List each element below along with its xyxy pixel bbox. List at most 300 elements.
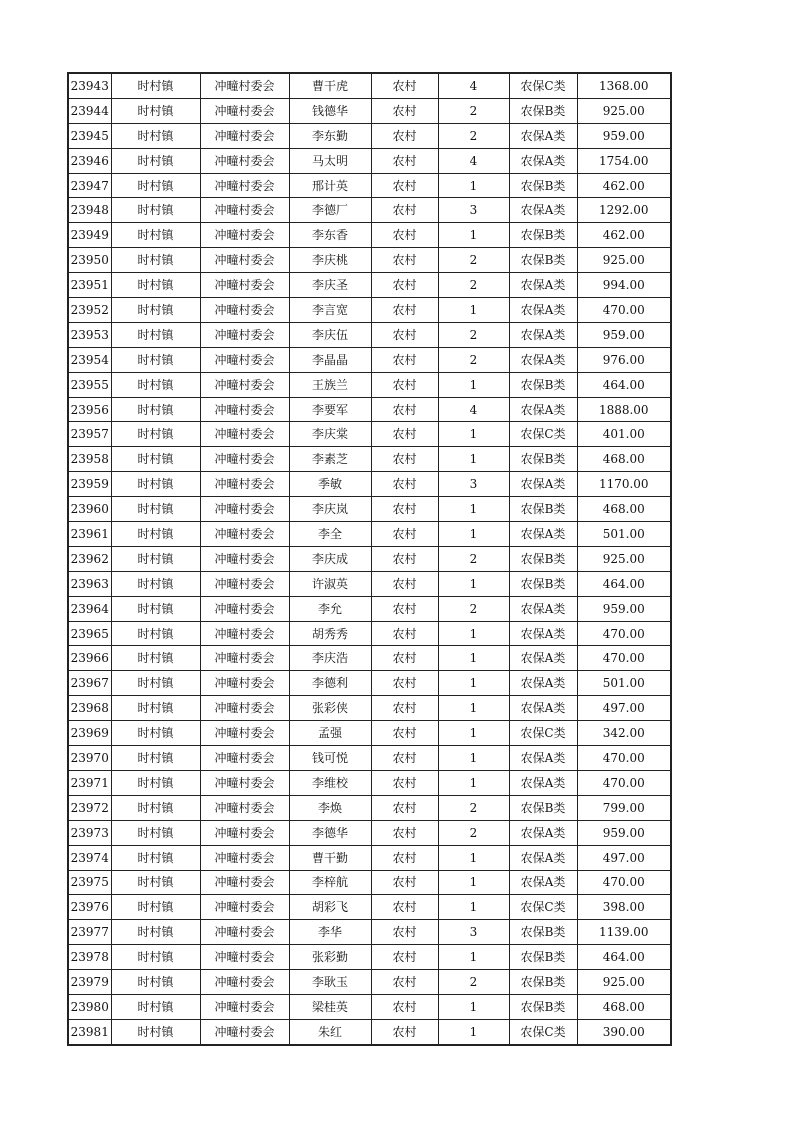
insurance-category-cell: 农保A类 (509, 198, 577, 223)
record-id-cell: 23951 (68, 273, 111, 298)
record-id-cell: 23960 (68, 497, 111, 522)
village-committee-cell: 冲疃村委会 (200, 397, 289, 422)
insurance-category-cell: 农保A类 (509, 845, 577, 870)
residence-type-cell: 农村 (371, 173, 438, 198)
person-name-cell: 曹干虎 (289, 73, 371, 98)
table-row (68, 546, 671, 571)
town-cell: 时村镇 (111, 322, 200, 347)
residence-type-cell: 农村 (371, 721, 438, 746)
table-row (68, 970, 671, 995)
insurance-category-cell: 农保A类 (509, 472, 577, 497)
residence-type-cell: 农村 (371, 970, 438, 995)
household-count-cell: 1 (438, 721, 509, 746)
household-count-cell: 4 (438, 397, 509, 422)
amount-cell: 501.00 (577, 522, 671, 547)
village-committee-cell: 冲疃村委会 (200, 870, 289, 895)
amount-cell: 1139.00 (577, 920, 671, 945)
residence-type-cell: 农村 (371, 298, 438, 323)
amount-cell: 398.00 (577, 895, 671, 920)
household-count-cell: 1 (438, 870, 509, 895)
town-cell: 时村镇 (111, 422, 200, 447)
table-row (68, 621, 671, 646)
record-id-cell: 23961 (68, 522, 111, 547)
person-name-cell: 李要军 (289, 397, 371, 422)
person-name-cell: 李德华 (289, 820, 371, 845)
household-count-cell: 4 (438, 73, 509, 98)
amount-cell: 470.00 (577, 298, 671, 323)
insurance-category-cell: 农保C类 (509, 73, 577, 98)
insurance-category-cell: 农保A类 (509, 522, 577, 547)
household-count-cell: 1 (438, 372, 509, 397)
town-cell: 时村镇 (111, 920, 200, 945)
person-name-cell: 钱德华 (289, 98, 371, 123)
town-cell: 时村镇 (111, 845, 200, 870)
record-id-cell: 23968 (68, 696, 111, 721)
person-name-cell: 李素芝 (289, 447, 371, 472)
person-name-cell: 李庆棠 (289, 422, 371, 447)
town-cell: 时村镇 (111, 895, 200, 920)
village-committee-cell: 冲疃村委会 (200, 696, 289, 721)
person-name-cell: 钱可悦 (289, 746, 371, 771)
village-committee-cell: 冲疃村委会 (200, 994, 289, 1019)
household-count-cell: 1 (438, 422, 509, 447)
household-count-cell: 4 (438, 148, 509, 173)
residence-type-cell: 农村 (371, 696, 438, 721)
amount-cell: 959.00 (577, 820, 671, 845)
village-committee-cell: 冲疃村委会 (200, 621, 289, 646)
record-id-cell: 23965 (68, 621, 111, 646)
person-name-cell: 季敏 (289, 472, 371, 497)
town-cell: 时村镇 (111, 795, 200, 820)
amount-cell: 925.00 (577, 546, 671, 571)
amount-cell: 1888.00 (577, 397, 671, 422)
record-id-cell: 23974 (68, 845, 111, 870)
household-count-cell: 3 (438, 198, 509, 223)
insurance-category-cell: 农保A类 (509, 123, 577, 148)
amount-cell: 462.00 (577, 223, 671, 248)
household-count-cell: 1 (438, 497, 509, 522)
record-id-cell: 23967 (68, 671, 111, 696)
amount-cell: 470.00 (577, 870, 671, 895)
person-name-cell: 胡彩飞 (289, 895, 371, 920)
town-cell: 时村镇 (111, 721, 200, 746)
residence-type-cell: 农村 (371, 198, 438, 223)
village-committee-cell: 冲疃村委会 (200, 148, 289, 173)
insurance-category-cell: 农保B类 (509, 248, 577, 273)
amount-cell: 470.00 (577, 646, 671, 671)
residence-type-cell: 农村 (371, 795, 438, 820)
person-name-cell: 李东香 (289, 223, 371, 248)
table-row (68, 397, 671, 422)
insurance-category-cell: 农保A类 (509, 870, 577, 895)
residence-type-cell: 农村 (371, 671, 438, 696)
insurance-category-cell: 农保C类 (509, 895, 577, 920)
person-name-cell: 李庆伍 (289, 322, 371, 347)
residence-type-cell: 农村 (371, 945, 438, 970)
record-id-cell: 23946 (68, 148, 111, 173)
village-committee-cell: 冲疃村委会 (200, 447, 289, 472)
records-table-body (68, 73, 671, 1045)
table-row (68, 1019, 671, 1044)
person-name-cell: 王族兰 (289, 372, 371, 397)
table-row (68, 198, 671, 223)
insurance-category-cell: 农保A类 (509, 621, 577, 646)
table-row (68, 273, 671, 298)
insurance-category-cell: 农保A类 (509, 273, 577, 298)
amount-cell: 799.00 (577, 795, 671, 820)
amount-cell: 959.00 (577, 322, 671, 347)
residence-type-cell: 农村 (371, 73, 438, 98)
amount-cell: 468.00 (577, 994, 671, 1019)
record-id-cell: 23954 (68, 347, 111, 372)
household-count-cell: 2 (438, 820, 509, 845)
residence-type-cell: 农村 (371, 621, 438, 646)
village-committee-cell: 冲疃村委会 (200, 298, 289, 323)
insurance-category-cell: 农保B类 (509, 173, 577, 198)
table-row (68, 372, 671, 397)
amount-cell: 925.00 (577, 970, 671, 995)
table-row (68, 945, 671, 970)
village-committee-cell: 冲疃村委会 (200, 372, 289, 397)
table-row (68, 721, 671, 746)
town-cell: 时村镇 (111, 522, 200, 547)
insurance-category-cell: 农保A类 (509, 696, 577, 721)
town-cell: 时村镇 (111, 820, 200, 845)
village-committee-cell: 冲疃村委会 (200, 571, 289, 596)
record-id-cell: 23959 (68, 472, 111, 497)
table-row (68, 148, 671, 173)
village-committee-cell: 冲疃村委会 (200, 845, 289, 870)
record-id-cell: 23970 (68, 746, 111, 771)
town-cell: 时村镇 (111, 298, 200, 323)
person-name-cell: 李晶晶 (289, 347, 371, 372)
residence-type-cell: 农村 (371, 148, 438, 173)
amount-cell: 462.00 (577, 173, 671, 198)
household-count-cell: 2 (438, 322, 509, 347)
record-id-cell: 23945 (68, 123, 111, 148)
household-count-cell: 1 (438, 945, 509, 970)
record-id-cell: 23958 (68, 447, 111, 472)
town-cell: 时村镇 (111, 746, 200, 771)
village-committee-cell: 冲疃村委会 (200, 248, 289, 273)
person-name-cell: 许淑英 (289, 571, 371, 596)
village-committee-cell: 冲疃村委会 (200, 746, 289, 771)
insurance-category-cell: 农保B类 (509, 497, 577, 522)
table-row (68, 73, 671, 98)
village-committee-cell: 冲疃村委会 (200, 522, 289, 547)
record-id-cell: 23950 (68, 248, 111, 273)
table-row (68, 447, 671, 472)
person-name-cell: 李全 (289, 522, 371, 547)
town-cell: 时村镇 (111, 372, 200, 397)
table-row (68, 173, 671, 198)
household-count-cell: 2 (438, 795, 509, 820)
record-id-cell: 23955 (68, 372, 111, 397)
table-row (68, 422, 671, 447)
record-id-cell: 23978 (68, 945, 111, 970)
household-count-cell: 1 (438, 746, 509, 771)
table-row (68, 497, 671, 522)
village-committee-cell: 冲疃村委会 (200, 895, 289, 920)
town-cell: 时村镇 (111, 1019, 200, 1044)
town-cell: 时村镇 (111, 571, 200, 596)
household-count-cell: 3 (438, 472, 509, 497)
residence-type-cell: 农村 (371, 98, 438, 123)
household-count-cell: 1 (438, 173, 509, 198)
amount-cell: 464.00 (577, 372, 671, 397)
person-name-cell: 邢计英 (289, 173, 371, 198)
village-committee-cell: 冲疃村委会 (200, 770, 289, 795)
person-name-cell: 李耿玉 (289, 970, 371, 995)
residence-type-cell: 农村 (371, 646, 438, 671)
household-count-cell: 2 (438, 123, 509, 148)
village-committee-cell: 冲疃村委会 (200, 795, 289, 820)
table-row (68, 746, 671, 771)
village-committee-cell: 冲疃村委会 (200, 970, 289, 995)
household-count-cell: 1 (438, 447, 509, 472)
town-cell: 时村镇 (111, 696, 200, 721)
insurance-category-cell: 农保B类 (509, 970, 577, 995)
insurance-category-cell: 农保B类 (509, 945, 577, 970)
town-cell: 时村镇 (111, 646, 200, 671)
amount-cell: 959.00 (577, 596, 671, 621)
residence-type-cell: 农村 (371, 870, 438, 895)
insurance-category-cell: 农保A类 (509, 347, 577, 372)
village-committee-cell: 冲疃村委会 (200, 1019, 289, 1044)
table-row (68, 98, 671, 123)
household-count-cell: 1 (438, 845, 509, 870)
person-name-cell: 梁桂英 (289, 994, 371, 1019)
household-count-cell: 1 (438, 895, 509, 920)
residence-type-cell: 农村 (371, 596, 438, 621)
amount-cell: 1368.00 (577, 73, 671, 98)
insurance-category-cell: 农保A类 (509, 322, 577, 347)
household-count-cell: 1 (438, 1019, 509, 1044)
record-id-cell: 23952 (68, 298, 111, 323)
household-count-cell: 2 (438, 273, 509, 298)
town-cell: 时村镇 (111, 472, 200, 497)
amount-cell: 925.00 (577, 248, 671, 273)
insurance-category-cell: 农保A类 (509, 820, 577, 845)
residence-type-cell: 农村 (371, 372, 438, 397)
residence-type-cell: 农村 (371, 223, 438, 248)
person-name-cell: 李维校 (289, 770, 371, 795)
town-cell: 时村镇 (111, 148, 200, 173)
household-count-cell: 2 (438, 546, 509, 571)
record-id-cell: 23964 (68, 596, 111, 621)
residence-type-cell: 农村 (371, 248, 438, 273)
town-cell: 时村镇 (111, 223, 200, 248)
table-row (68, 322, 671, 347)
person-name-cell: 李庆成 (289, 546, 371, 571)
person-name-cell: 李焕 (289, 795, 371, 820)
amount-cell: 497.00 (577, 845, 671, 870)
amount-cell: 994.00 (577, 273, 671, 298)
residence-type-cell: 农村 (371, 397, 438, 422)
household-count-cell: 1 (438, 696, 509, 721)
record-id-cell: 23949 (68, 223, 111, 248)
insurance-category-cell: 农保B类 (509, 223, 577, 248)
residence-type-cell: 农村 (371, 347, 438, 372)
insurance-category-cell: 农保A类 (509, 770, 577, 795)
record-id-cell: 23944 (68, 98, 111, 123)
table-row (68, 870, 671, 895)
village-committee-cell: 冲疃村委会 (200, 497, 289, 522)
table-row (68, 571, 671, 596)
town-cell: 时村镇 (111, 596, 200, 621)
person-name-cell: 李德厂 (289, 198, 371, 223)
residence-type-cell: 农村 (371, 1019, 438, 1044)
record-id-cell: 23969 (68, 721, 111, 746)
record-id-cell: 23957 (68, 422, 111, 447)
village-committee-cell: 冲疃村委会 (200, 273, 289, 298)
record-id-cell: 23979 (68, 970, 111, 995)
record-id-cell: 23953 (68, 322, 111, 347)
table-row (68, 347, 671, 372)
town-cell: 时村镇 (111, 546, 200, 571)
insurance-category-cell: 农保B类 (509, 372, 577, 397)
record-id-cell: 23971 (68, 770, 111, 795)
record-id-cell: 23956 (68, 397, 111, 422)
record-id-cell: 23948 (68, 198, 111, 223)
residence-type-cell: 农村 (371, 820, 438, 845)
table-row (68, 770, 671, 795)
table-row (68, 920, 671, 945)
amount-cell: 470.00 (577, 770, 671, 795)
record-id-cell: 23981 (68, 1019, 111, 1044)
village-committee-cell: 冲疃村委会 (200, 646, 289, 671)
amount-cell: 497.00 (577, 696, 671, 721)
record-id-cell: 23943 (68, 73, 111, 98)
insurance-category-cell: 农保A类 (509, 148, 577, 173)
household-count-cell: 2 (438, 970, 509, 995)
table-row (68, 696, 671, 721)
household-count-cell: 2 (438, 596, 509, 621)
town-cell: 时村镇 (111, 447, 200, 472)
table-row (68, 895, 671, 920)
person-name-cell: 李庆桃 (289, 248, 371, 273)
household-count-cell: 1 (438, 298, 509, 323)
person-name-cell: 李华 (289, 920, 371, 945)
person-name-cell: 李庆浩 (289, 646, 371, 671)
amount-cell: 925.00 (577, 98, 671, 123)
town-cell: 时村镇 (111, 397, 200, 422)
table-row (68, 472, 671, 497)
village-committee-cell: 冲疃村委会 (200, 123, 289, 148)
town-cell: 时村镇 (111, 945, 200, 970)
residence-type-cell: 农村 (371, 273, 438, 298)
person-name-cell: 李言宽 (289, 298, 371, 323)
village-committee-cell: 冲疃村委会 (200, 820, 289, 845)
residence-type-cell: 农村 (371, 546, 438, 571)
table-row (68, 522, 671, 547)
person-name-cell: 朱红 (289, 1019, 371, 1044)
town-cell: 时村镇 (111, 994, 200, 1019)
town-cell: 时村镇 (111, 870, 200, 895)
town-cell: 时村镇 (111, 621, 200, 646)
town-cell: 时村镇 (111, 198, 200, 223)
household-count-cell: 2 (438, 98, 509, 123)
person-name-cell: 马太明 (289, 148, 371, 173)
household-count-cell: 1 (438, 646, 509, 671)
residence-type-cell: 农村 (371, 522, 438, 547)
household-count-cell: 1 (438, 522, 509, 547)
household-count-cell: 1 (438, 671, 509, 696)
amount-cell: 468.00 (577, 497, 671, 522)
residence-type-cell: 农村 (371, 746, 438, 771)
table-row (68, 123, 671, 148)
records-table (67, 72, 672, 1046)
town-cell: 时村镇 (111, 173, 200, 198)
table-row (68, 223, 671, 248)
record-id-cell: 23980 (68, 994, 111, 1019)
person-name-cell: 李东勤 (289, 123, 371, 148)
town-cell: 时村镇 (111, 671, 200, 696)
person-name-cell: 李庆圣 (289, 273, 371, 298)
table-row (68, 820, 671, 845)
table-row (68, 646, 671, 671)
amount-cell: 464.00 (577, 945, 671, 970)
insurance-category-cell: 农保B类 (509, 571, 577, 596)
household-count-cell: 1 (438, 994, 509, 1019)
table-row (68, 596, 671, 621)
household-count-cell: 1 (438, 571, 509, 596)
table-row (68, 298, 671, 323)
residence-type-cell: 农村 (371, 920, 438, 945)
amount-cell: 401.00 (577, 422, 671, 447)
amount-cell: 468.00 (577, 447, 671, 472)
insurance-category-cell: 农保B类 (509, 98, 577, 123)
amount-cell: 470.00 (577, 621, 671, 646)
village-committee-cell: 冲疃村委会 (200, 173, 289, 198)
village-committee-cell: 冲疃村委会 (200, 322, 289, 347)
household-count-cell: 2 (438, 347, 509, 372)
insurance-category-cell: 农保B类 (509, 994, 577, 1019)
town-cell: 时村镇 (111, 770, 200, 795)
insurance-category-cell: 农保A类 (509, 397, 577, 422)
town-cell: 时村镇 (111, 123, 200, 148)
amount-cell: 976.00 (577, 347, 671, 372)
residence-type-cell: 农村 (371, 472, 438, 497)
person-name-cell: 李梓航 (289, 870, 371, 895)
residence-type-cell: 农村 (371, 422, 438, 447)
amount-cell: 1754.00 (577, 148, 671, 173)
residence-type-cell: 农村 (371, 497, 438, 522)
insurance-category-cell: 农保B类 (509, 447, 577, 472)
residence-type-cell: 农村 (371, 123, 438, 148)
village-committee-cell: 冲疃村委会 (200, 920, 289, 945)
residence-type-cell: 农村 (371, 571, 438, 596)
village-committee-cell: 冲疃村委会 (200, 422, 289, 447)
amount-cell: 1292.00 (577, 198, 671, 223)
amount-cell: 342.00 (577, 721, 671, 746)
person-name-cell: 张彩侠 (289, 696, 371, 721)
residence-type-cell: 农村 (371, 845, 438, 870)
record-id-cell: 23976 (68, 895, 111, 920)
residence-type-cell: 农村 (371, 770, 438, 795)
record-id-cell: 23966 (68, 646, 111, 671)
household-count-cell: 1 (438, 621, 509, 646)
insurance-category-cell: 农保A类 (509, 671, 577, 696)
village-committee-cell: 冲疃村委会 (200, 546, 289, 571)
village-committee-cell: 冲疃村委会 (200, 198, 289, 223)
record-id-cell: 23972 (68, 795, 111, 820)
table-row (68, 845, 671, 870)
residence-type-cell: 农村 (371, 895, 438, 920)
amount-cell: 959.00 (577, 123, 671, 148)
record-id-cell: 23947 (68, 173, 111, 198)
household-count-cell: 1 (438, 223, 509, 248)
